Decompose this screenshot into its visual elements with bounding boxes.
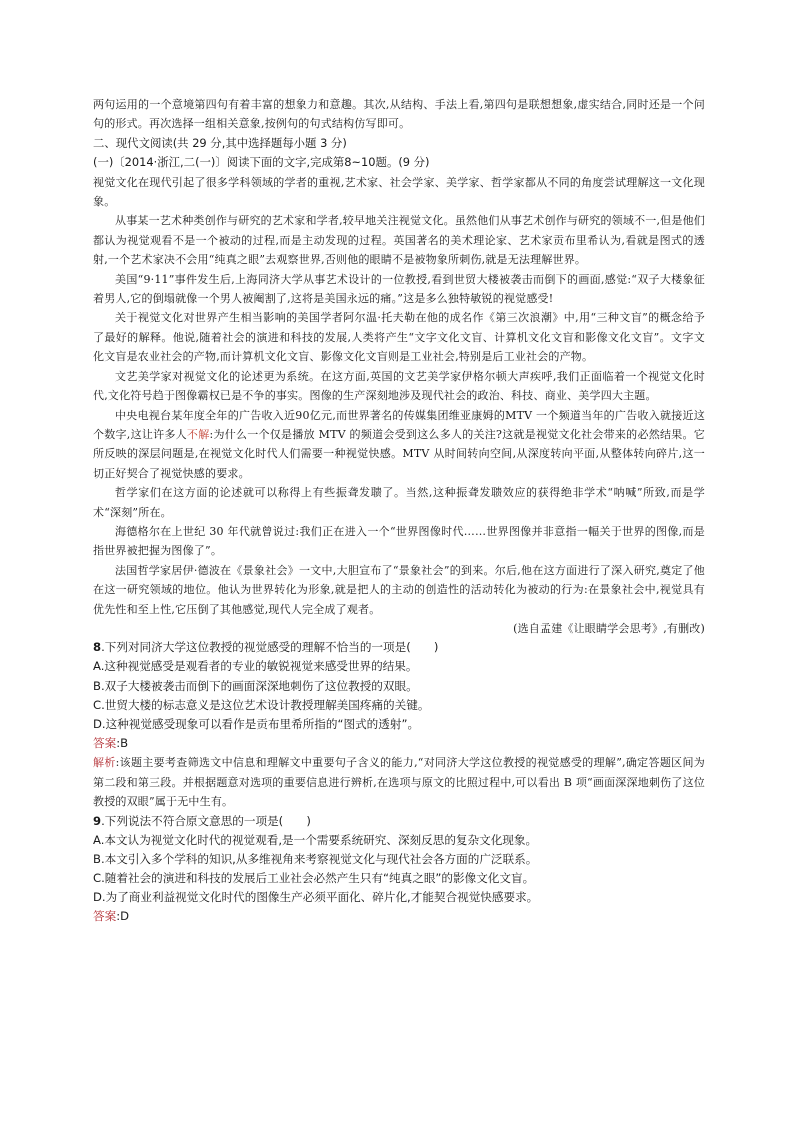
question-8-option-c: C.世贸大楼的标志意义是这位艺术设计教授理解美国疼痛的关键。 xyxy=(93,697,430,712)
passage-paragraph-4: 关于视觉文化对世界产生相当影响的美国学者阿尔温·托夫勒在他的成名作《第三次浪潮》中,用“三种文盲”的概念给予了最好的解释。他说,随着社会的演进和科技的发展,人类将产生“文字文化文盲、计算机文化文盲和影像文化文盲”。文字文化文盲是农业社会的产物,而计算机文化文盲、影像文化文盲则是工业社会,特别是后工业社会的产物。 xyxy=(93,311,705,364)
passage-paragraph-9: 法国哲学家居伊·德波在《景象社会》一文中,大胆宣布了“景象社会”的到来。尔后,他在这方面进行了深入研究,奠定了他在这一研究领域的地位。他认为世界转化为形象,就是把人的主动的创造性的活动转化为被动的行为:在景象社会中,视觉具有优先性和至上性,它压倒了其他感觉,现代人完全成了观者。 xyxy=(93,563,705,616)
passage-paragraph-6 xyxy=(93,406,705,484)
intro-paragraph: 两句运用的一个意境第四句有着丰富的想象力和意趣。其次,从结构、手法上看,第四句是联想想象,虚实结合,同时还是一个问句的形式。再次选择一组相关意象,按例句的句式结构仿写即可。 xyxy=(93,98,705,131)
reading-passage xyxy=(93,173,705,639)
question-8-option-d: D.这种视觉感受现象可以看作是贡布里希所指的“图式的透射”。 xyxy=(93,716,420,731)
question-9-option-d: D.为了商业利益视觉文化时代的图像生产必须平面化、碎片化,才能契合视觉快感要求。 xyxy=(93,890,539,905)
question-9-text: .下列说法不符合原文意思的一项是( ) xyxy=(101,813,311,828)
question-8-option-a: A.这种视觉感受是观看者的专业的敏锐视觉来感受世界的结果。 xyxy=(93,659,418,674)
answer-value: :B xyxy=(116,736,129,751)
passage-paragraph-2: 从事某一艺术种类创作与研究的艺术家和学者,较早地关注视觉文化。虽然他们从事艺术创作与研究的领域不一,但是他们都认为视觉观看不是一个被动的过程,而是主动发现的过程。英国著名的美术理论家、艺术家贡布里希认为,看就是图式的透射,一个艺术家决不会用“纯真之眼”去观察世界,否则他的眼睛不是被物象所刺伤,就是无法理解世界。 xyxy=(93,214,705,267)
explanation-text: :该题主要考查筛选文中信息和理解文中重要句子含义的能力,“对同济大学这位教授的视觉感受的理解”,确定答题区间为第二段和第三段。并根据题意对选项的重要信息进行辨析,在选项与原文的比照过程中,可以看出 B 项“画面深深地刺伤了这位教授的双眼”属于无中生有。 xyxy=(93,756,705,809)
answer-label: 答案 xyxy=(93,909,117,924)
section-title: 二、现代文阅读(共 29 分,其中选择题每小题 3 分) xyxy=(93,135,347,150)
passage-source: (选自孟建《让眼睛学会思考》,有删改) xyxy=(513,621,705,635)
answer-value: :D xyxy=(116,909,130,924)
question-8 xyxy=(93,638,705,811)
passage-paragraph-6-part-b: :为什么一个仅是播放 MTV 的频道会受到这么多人的关注?这就是视觉文化社会带来的必然结果。它所反映的深层问题是,在视觉文化时代人们需要一种视觉快感。MTV 从时间转向空间,从深度转向平面,从整体转向碎片,这一切正好契合了视觉快感的要求。 xyxy=(93,427,705,480)
question-8-text: .下列对同济大学这位教授的视觉感受的理解不恰当的一项是( ) xyxy=(101,640,439,655)
question-8-answer xyxy=(93,734,705,753)
highlighted-word: 不解 xyxy=(186,427,210,441)
question-8-stem xyxy=(93,638,705,657)
question-9-option-b: B.本文引入多个学科的知识,从多维视角来考察视觉文化与现代社会各方面的广泛联系。 xyxy=(93,851,538,866)
question-9-number: 9 xyxy=(93,813,102,828)
passage-paragraph-5: 文艺美学家对视觉文化的论述更为系统。在这方面,英国的文艺美学家伊格尔顿大声疾呼,我们正面临着一个视觉文化时代,文化符号趋于图像霸权已是不争的事实。图像的生产深刻地涉及现代社会的政治、科技、商业、美学四大主题。 xyxy=(93,369,705,403)
question-9 xyxy=(93,812,705,927)
answer-label: 答案 xyxy=(93,736,117,751)
question-8-option-b: B.双子大楼被袭击而倒下的画面深深地刺伤了这位教授的双眼。 xyxy=(93,678,418,693)
passage-paragraph-7: 哲学家们在这方面的论述就可以称得上有些振聋发聩了。当然,这种振聋发聩效应的获得绝非学术“呐喊”所致,而是学术“深刻”所在。 xyxy=(93,486,705,519)
section-subtitle: (一)〔2014·浙江,二(一)〕阅读下面的文字,完成第8~10题。(9 分) xyxy=(93,155,430,170)
explanation-label: 解析 xyxy=(93,756,116,770)
document-page xyxy=(93,95,705,927)
question-9-option-c: C.随着社会的演进和科技的发展后工业社会必然产生只有“纯真之眼”的影像文化文盲。 xyxy=(93,871,535,886)
question-9-answer xyxy=(93,907,705,926)
passage-paragraph-8: 海德格尔在上世纪 30 年代就曾说过:我们正在进入一个“世界图像时代……世界图像并非意指一幅关于世界的图像,而是指世界被把握为图像了”。 xyxy=(93,524,705,558)
question-8-number: 8 xyxy=(93,640,102,655)
passage-paragraph-6-part-a: 中央电视台某年度全年的广告收入近90亿元,而世界著名的传媒集团维亚康姆的MTV 一个频道当年的广告收入就接近这个数字,这让许多人 xyxy=(93,408,705,441)
passage-paragraph-1: 视觉文化在现代引起了很多学科领域的学者的重视,艺术家、社会学家、美学家、哲学家都从不同的角度尝试理解这一文化现象。 xyxy=(93,175,705,209)
question-9-option-a: A.本文认为视觉文化时代的视觉观看,是一个需要系统研究、深刻反思的复杂文化现象。 xyxy=(93,832,538,847)
question-8-explanation xyxy=(93,753,705,811)
passage-paragraph-3: 美国“9·11”事件发生后,上海同济大学从事艺术设计的一位教授,看到世贸大楼被袭击而倒下的画面,感觉:“双子大楼象征着男人,它的倒塌就像一个男人被阉割了,这将是美国永远的痛。”这是多么独特敏锐的视觉感受! xyxy=(93,272,705,306)
question-9-stem xyxy=(93,812,705,831)
